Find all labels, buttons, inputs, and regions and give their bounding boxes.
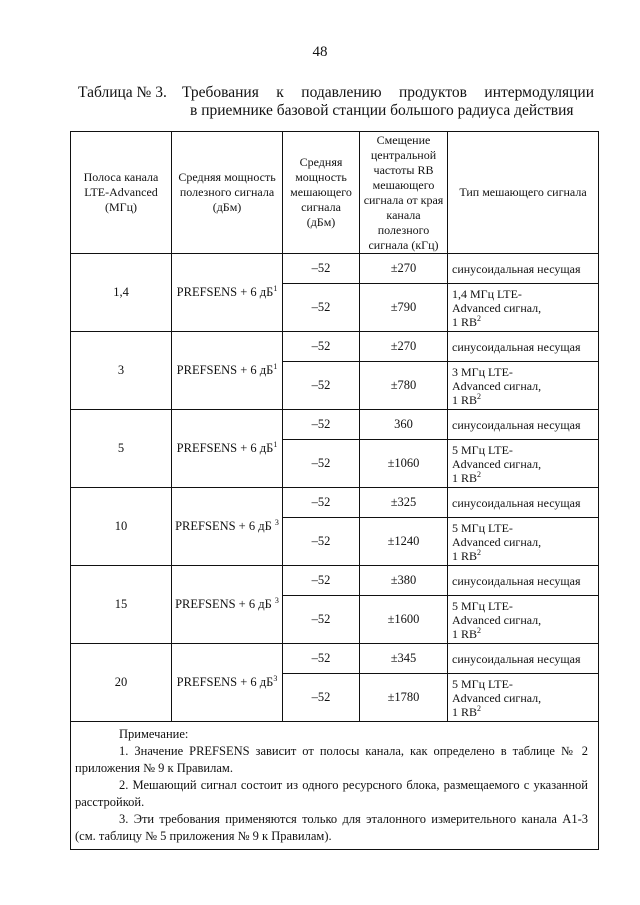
useful-power-cell <box>172 410 283 488</box>
note-title: Примечание: <box>119 727 189 741</box>
footnote-ref: 2 <box>477 547 482 557</box>
type-line-b: Advanced сигнал, <box>452 534 542 549</box>
type-line-c: 1 RB <box>452 314 478 329</box>
table-title-line-1: Требования к подавлению продуктов интермодуляции <box>182 84 594 101</box>
type-line-c: 1 RB <box>452 548 478 563</box>
table-row <box>71 644 599 674</box>
interferer-type-cell <box>448 674 599 722</box>
interferer-type-cell: синусоидальная несущая <box>448 566 599 596</box>
interferer-power-cell: –52 <box>283 254 360 284</box>
footnote-ref: 3 <box>274 518 279 527</box>
footnote-ref: 1 <box>273 362 278 371</box>
header-interferer-type: Тип мешающего сигнала <box>448 132 599 254</box>
interferer-power-cell: –52 <box>283 566 360 596</box>
useful-power-value: PREFSENS + 6 дБ <box>176 441 274 455</box>
band-cell: 1,4 <box>71 254 172 332</box>
interferer-power-cell: –52 <box>283 284 360 332</box>
footnote-ref: 2 <box>477 469 482 479</box>
offset-cell: ±345 <box>360 644 448 674</box>
interferer-type-cell: синусоидальная несущая <box>448 488 599 518</box>
offset-cell: ±1600 <box>360 596 448 644</box>
band-cell: 5 <box>71 410 172 488</box>
interferer-type-cell: синусоидальная несущая <box>448 254 599 284</box>
interferer-power-cell: –52 <box>283 362 360 410</box>
header-interferer-power: Средняя мощность мешающего сигнала (дБм) <box>283 132 360 254</box>
table-title-line-2: в приемнике базовой станции большого радиуса действия <box>190 102 574 119</box>
type-line-a: 3 МГц LTE- <box>452 364 513 379</box>
header-offset: Смещение центральной частоты RB мешающего сигнала от края канала полезного сигнала (кГц) <box>360 132 448 254</box>
useful-power-value: PREFSENS + 6 дБ <box>176 363 274 377</box>
band-cell: 3 <box>71 332 172 410</box>
interferer-type-cell <box>448 596 599 644</box>
offset-cell: ±1240 <box>360 518 448 566</box>
interferer-type-cell: синусоидальная несущая <box>448 644 599 674</box>
footnote-ref: 2 <box>477 703 482 713</box>
footnote-ref: 1 <box>273 440 278 449</box>
table-label: Таблица № 3. <box>78 84 167 101</box>
useful-power-value: PREFSENS + 6 дБ <box>176 675 274 689</box>
header-useful-power: Средняя мощность полезного сигнала (дБм) <box>172 132 283 254</box>
interferer-power-cell: –52 <box>283 518 360 566</box>
type-line-c: 1 RB <box>452 626 478 641</box>
offset-cell: ±270 <box>360 332 448 362</box>
type-line-b: Advanced сигнал, <box>452 378 542 393</box>
band-cell: 10 <box>71 488 172 566</box>
interferer-power-cell: –52 <box>283 674 360 722</box>
note-cell <box>71 722 599 850</box>
footnote-ref: 3 <box>273 674 278 683</box>
table-row <box>71 254 599 284</box>
type-line-b: Advanced сигнал, <box>452 612 542 627</box>
interferer-power-cell: –52 <box>283 488 360 518</box>
note-1: 1. Значение PREFSENS зависит от полосы канала, как определено в таблице № 2 приложения № 9 к Правилам. <box>75 744 588 775</box>
page-number: 48 <box>312 44 328 60</box>
note-3: 3. Эти требования применяются только для эталонного измерительного канала А1-3 (см. таблицу № 5 приложения № 9 к Правилам). <box>75 812 588 843</box>
type-line-a: 5 МГц LTE- <box>452 598 513 613</box>
table-row <box>71 332 599 362</box>
footnote-ref: 1 <box>273 284 278 293</box>
interferer-type-cell <box>448 362 599 410</box>
type-line-a: 5 МГц LTE- <box>452 676 513 691</box>
type-line-a: 5 МГц LTE- <box>452 520 513 535</box>
offset-cell: ±780 <box>360 362 448 410</box>
type-line-a: 1,4 МГц LTE- <box>452 286 522 301</box>
useful-power-cell <box>172 566 283 644</box>
type-line-c: 1 RB <box>452 392 478 407</box>
useful-power-value: PREFSENS + 6 дБ <box>176 285 274 299</box>
type-line-a: 5 МГц LTE- <box>452 442 513 457</box>
band-cell: 20 <box>71 644 172 722</box>
band-cell: 15 <box>71 566 172 644</box>
note-row <box>71 722 599 850</box>
useful-power-value: PREFSENS + 6 дБ <box>175 519 275 533</box>
offset-cell: 360 <box>360 410 448 440</box>
header-row <box>71 132 599 254</box>
type-line-b: Advanced сигнал, <box>452 300 542 315</box>
type-line-b: Advanced сигнал, <box>452 456 542 471</box>
interferer-type-cell: синусоидальная несущая <box>448 410 599 440</box>
type-line-c: 1 RB <box>452 470 478 485</box>
type-line-b: Advanced сигнал, <box>452 690 542 705</box>
requirements-table <box>70 131 599 850</box>
note-2: 2. Мешающий сигнал состоит из одного ресурсного блока, размещаемого с указанной расстройкой. <box>75 778 588 809</box>
footnote-ref: 2 <box>477 391 482 401</box>
offset-cell: ±1780 <box>360 674 448 722</box>
interferer-power-cell: –52 <box>283 332 360 362</box>
offset-cell: ±325 <box>360 488 448 518</box>
useful-power-value: PREFSENS + 6 дБ <box>175 597 275 611</box>
interferer-type-cell <box>448 440 599 488</box>
interferer-power-cell: –52 <box>283 644 360 674</box>
useful-power-cell <box>172 644 283 722</box>
type-line-c: 1 RB <box>452 704 478 719</box>
offset-cell: ±380 <box>360 566 448 596</box>
footnote-ref: 2 <box>477 313 482 323</box>
header-band: Полоса канала LTE-Advanced (МГц) <box>71 132 172 254</box>
interferer-type-cell <box>448 284 599 332</box>
table-row <box>71 410 599 440</box>
footnote-ref: 3 <box>274 596 279 605</box>
interferer-power-cell: –52 <box>283 410 360 440</box>
useful-power-cell <box>172 254 283 332</box>
table-row <box>71 488 599 518</box>
offset-cell: ±270 <box>360 254 448 284</box>
useful-power-cell <box>172 332 283 410</box>
interferer-power-cell: –52 <box>283 596 360 644</box>
useful-power-cell <box>172 488 283 566</box>
table-row <box>71 566 599 596</box>
offset-cell: ±1060 <box>360 440 448 488</box>
interferer-power-cell: –52 <box>283 440 360 488</box>
offset-cell: ±790 <box>360 284 448 332</box>
interferer-type-cell <box>448 518 599 566</box>
footnote-ref: 2 <box>477 625 482 635</box>
interferer-type-cell: синусоидальная несущая <box>448 332 599 362</box>
